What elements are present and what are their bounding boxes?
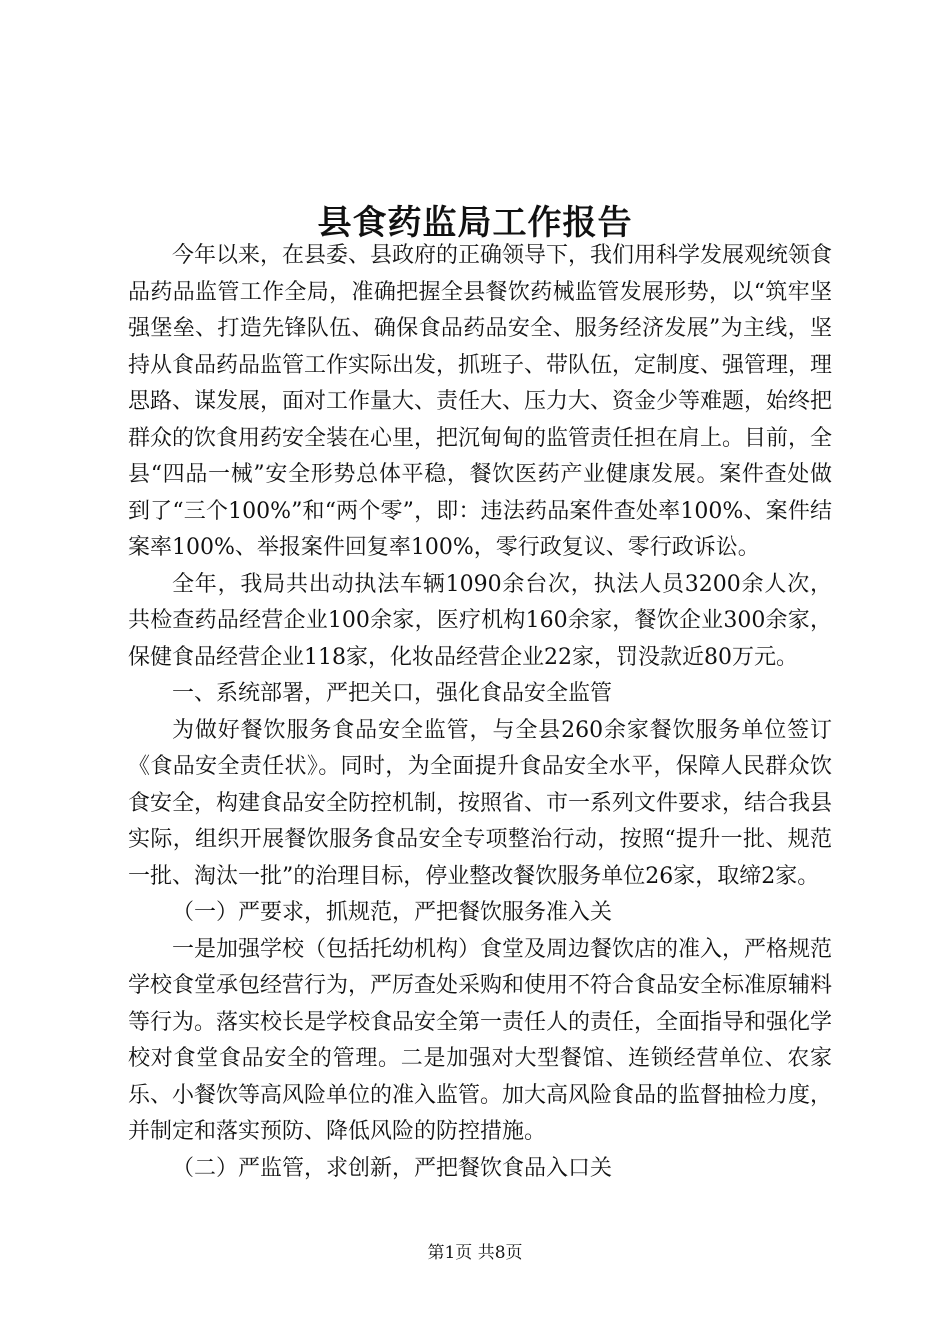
- section-heading: 一、系统部署，严把关口，强化食品安全监管: [172, 681, 613, 706]
- document-title: 县食药监局工作报告: [317, 202, 633, 243]
- paragraph: 为做好餐饮服务食品安全监管，与全县260余家餐饮服务单位签订《食品安全责任状》。同时，为全面提升食品安全水平，保障人民群众饮食安全，构建食品安全防控机制，按照省、市一系列文件要求，结合我县实际，组织开展餐饮服务食品安全专项整治行动，按照“提升一批、规范一批、淘汰一批”的治理目标，停业整改餐饮服务单位26家，取缔2家。: [128, 717, 833, 889]
- subsection-heading: （一）严要求，抓规范，严把餐饮服务准入关: [172, 900, 613, 925]
- subsection-heading: （二）严监管，求创新，严把餐饮食品入口关: [172, 1155, 613, 1181]
- paragraph: 今年以来，在县委、县政府的正确领导下，我们用科学发展观统领食品药品监管工作全局，准确把握全县餐饮药械监管发展形势，以“筑牢坚强堡垒、打造先锋队伍、确保食品药品安全、服务经济发展”为主线，坚持从食品药品监管工作实际出发，抓班子、带队伍，定制度、强管理，理思路、谋发展，面对工作量大、责任大、压力大、资金少等难题，始终把群众的饮食用药安全装在心里，把沉甸甸的监管责任担在肩上。目前，全县“四品一械”安全形势总体平稳，餐饮医药产业健康发展。案件查处做到了“三个100%”和“两个零”，即：违法药品案件查处率100%、案件结案率100%、举报案件回复率100%，零行政复议、零行政诉讼。: [128, 243, 833, 560]
- document-body: [128, 238, 832, 1187]
- paragraph: 全年，我局共出动执法车辆1090余台次，执法人员3200余人次，共检查药品经营企业100余家，医疗机构160余家，餐饮企业300余家，保健食品经营企业118家，化妆品经营企业22家，罚没款近80万元。: [128, 571, 832, 670]
- page-footer: 第1页 共8页: [427, 1243, 523, 1263]
- paragraph: 一是加强学校（包括托幼机构）食堂及周边餐饮店的准入，严格规范学校食堂承包经营行为，严厉查处采购和使用不符合食品安全标准原辅料等行为。落实校长是学校食品安全第一责任人的责任，全面指导和强化学校对食堂食品安全的管理。二是加强对大型餐馆、连锁经营单位、农家乐、小餐饮等高风险单位的准入监管。加大高风险食品的监督抽检力度，并制定和落实预防、降低风险的防控措施。: [128, 936, 833, 1144]
